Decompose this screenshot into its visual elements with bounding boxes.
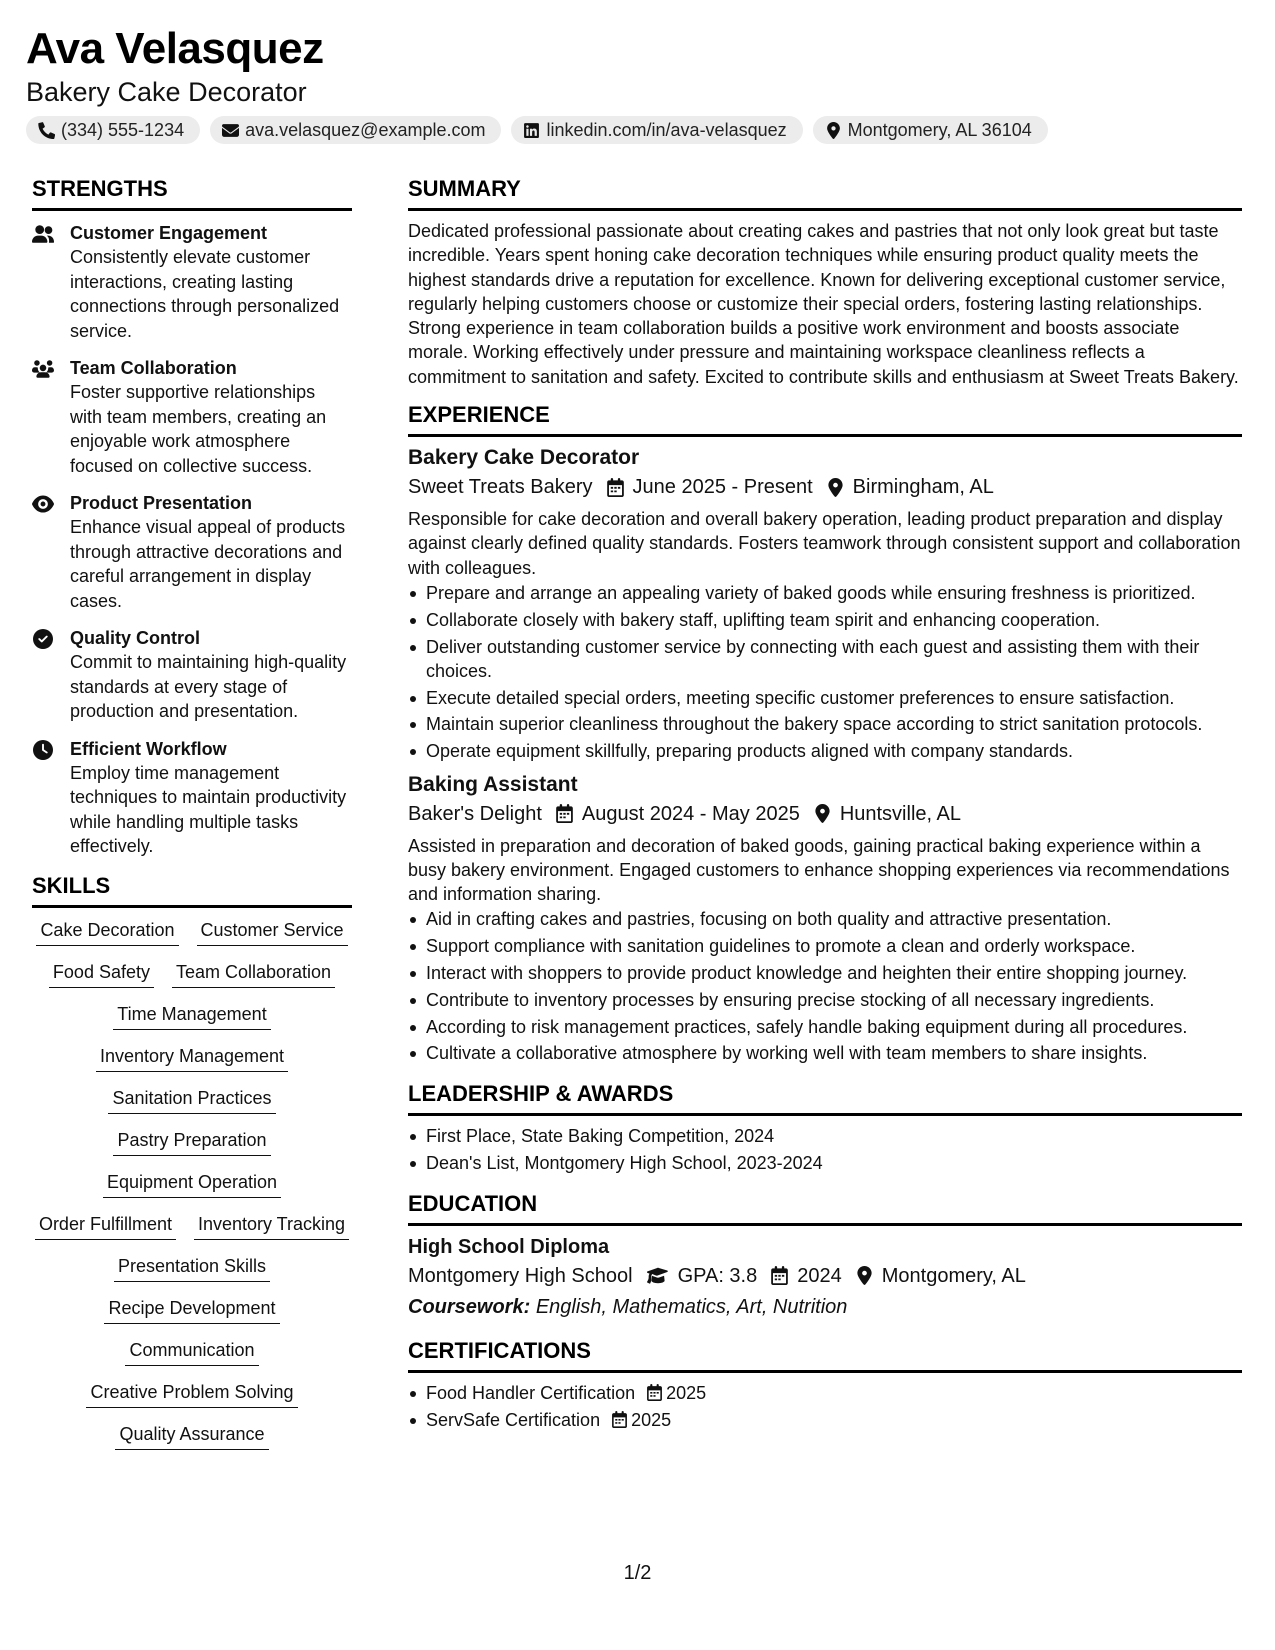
experience-heading: EXPERIENCE	[408, 401, 1242, 437]
strength-item	[32, 221, 352, 343]
job-bullets	[408, 907, 1242, 1065]
job-dates: June 2025 - Present	[632, 476, 813, 499]
job-title: Bakery Cake Decorator	[408, 446, 640, 470]
strength-item	[32, 737, 352, 859]
strength-desc: Employ time management techniques to maintain productivity while handling multiple tasks effectively.	[70, 762, 347, 856]
skill-tag: Creative Problem Solving	[86, 1380, 297, 1408]
strength-title: Team Collaboration	[70, 358, 237, 378]
education-year: 2024	[797, 1264, 842, 1287]
job-description: Responsible for cake decoration and overall bakery operation, leading product preparation and display against clearly defined quality standards. Fosters teamwork through consistent support and collaboration with colleagues.	[408, 509, 1241, 578]
award-item: Dean's List, Montgomery High School, 2023-2024	[408, 1151, 1242, 1175]
award-item: First Place, State Baking Competition, 2024	[408, 1124, 1242, 1148]
linkedin-icon	[523, 122, 540, 139]
education-gpa: GPA: 3.8	[677, 1264, 758, 1287]
education-degree: High School Diploma	[408, 1235, 610, 1258]
certifications-list	[408, 1381, 1242, 1432]
job-location: Huntsville, AL	[839, 802, 961, 825]
job-bullet: Interact with shoppers to provide product knowledge and heighten their entire shopping journey.	[408, 961, 1242, 985]
education-location: Montgomery, AL	[881, 1264, 1026, 1287]
job-bullet: Collaborate closely with bakery staff, uplifting team spirit and enhancing cooperation.	[408, 608, 1242, 632]
skill-tag: Order Fulfillment	[35, 1212, 176, 1240]
left-column	[32, 175, 352, 1464]
contact-linkedin[interactable]	[511, 116, 802, 144]
job-dates: August 2024 - May 2025	[581, 802, 800, 825]
job-bullet: Aid in crafting cakes and pastries, focusing on both quality and attractive presentation.	[408, 907, 1242, 931]
envelope-icon	[222, 122, 239, 139]
strength-title: Efficient Workflow	[70, 738, 227, 759]
strengths-heading: STRENGTHS	[32, 175, 352, 211]
contact-email-text: ava.velasquez@example.com	[245, 119, 486, 140]
skill-tag: Food Safety	[49, 960, 154, 988]
skill-tag: Communication	[125, 1338, 258, 1366]
job-bullet: Operate equipment skillfully, preparing products aligned with company standards.	[408, 739, 1242, 763]
skills-list	[32, 918, 352, 1464]
right-column	[408, 175, 1242, 1434]
contact-phone[interactable]	[26, 116, 200, 144]
skill-tag: Equipment Operation	[103, 1170, 281, 1198]
check-circle-icon	[32, 629, 54, 649]
strength-title: Customer Engagement	[70, 223, 268, 243]
skill-tag: Recipe Development	[104, 1296, 279, 1324]
skill-tag: Presentation Skills	[114, 1254, 270, 1282]
job-entry	[408, 444, 1242, 763]
job-description: Assisted in preparation and decoration of baked goods, gaining practical baking experience within a busy bakery environment. Engaged customers to enhance shopping experiences via recommendations and information sharing.	[408, 835, 1230, 905]
clock-icon	[32, 740, 54, 760]
job-meta	[408, 799, 1242, 829]
awards-heading: LEADERSHIP & AWARDS	[408, 1080, 1242, 1116]
job-meta	[408, 472, 1242, 502]
job-bullet: According to risk management practices, safely handle baking equipment during all procedures.	[408, 1015, 1242, 1039]
strength-item	[32, 626, 352, 724]
education-entry	[408, 1233, 1242, 1321]
candidate-title: Bakery Cake Decorator	[26, 77, 307, 107]
strength-desc: Consistently elevate customer interactions, creating lasting connections through personalized service.	[70, 247, 340, 341]
job-company: Sweet Treats Bakery	[408, 476, 593, 499]
job-bullet: Execute detailed special orders, meeting specific customer preferences to ensure satisfaction.	[408, 686, 1242, 710]
certification-name: Food Handler Certification	[426, 1382, 636, 1403]
job-title: Baking Assistant	[408, 772, 578, 796]
map-pin-icon	[827, 478, 844, 497]
coursework-text: English, Mathematics, Art, Nutrition	[535, 1295, 848, 1318]
skill-tag: Inventory Management	[96, 1044, 288, 1072]
certification-year: 2025	[666, 1382, 707, 1403]
job-bullet: Deliver outstanding customer service by connecting with each guest and assisting them with their choices.	[408, 635, 1242, 684]
strength-desc: Foster supportive relationships with team members, creating an enjoyable work atmosphere focused on collective success.	[70, 382, 327, 476]
contact-linkedin-text: linkedin.com/in/ava-velasquez	[546, 119, 787, 140]
education-heading: EDUCATION	[408, 1190, 1242, 1226]
users-group-icon	[32, 359, 54, 379]
skill-tag: Quality Assurance	[115, 1422, 268, 1450]
strength-desc: Commit to maintaining high-quality standards at every stage of production and presentation.	[70, 652, 347, 721]
contact-location-text: Montgomery, AL 36104	[847, 119, 1032, 140]
contact-phone-text: (334) 555-1234	[61, 119, 185, 140]
education-meta	[408, 1261, 1242, 1291]
graduation-cap-icon	[647, 1266, 669, 1285]
resume-header	[26, 24, 1256, 144]
job-bullets	[408, 581, 1242, 764]
strength-item	[32, 356, 352, 478]
summary-text: Dedicated professional passionate about creating cakes and pastries that not only look great but taste incredible. Years spent honing cake decoration techniques while ensuring product quality meets the highest standards drive a reputation for excellence. Known for delivering exceptional customer service, regularly helping customers choose or customize their special orders, fostering lasting relationships. Strong experience in team collaboration builds a positive work environment and boosts associate morale. Working effectively under pressure and maintaining workspace cleanliness reflects a commitment to sanitation and safety. Excited to contribute skills and enthusiasm at Sweet Treats Bakery.	[408, 221, 1239, 387]
user-pair-icon	[32, 224, 54, 244]
strengths-list	[32, 221, 352, 859]
calendar-icon	[771, 1266, 788, 1285]
map-pin-icon	[814, 804, 831, 823]
awards-list	[408, 1124, 1242, 1175]
education-school: Montgomery High School	[408, 1264, 633, 1287]
strength-title: Product Presentation	[70, 493, 253, 513]
job-bullet: Maintain superior cleanliness throughout the bakery space according to strict sanitation protocols.	[408, 712, 1242, 736]
job-company: Baker's Delight	[408, 802, 542, 825]
calendar-icon	[647, 1384, 662, 1401]
calendar-icon	[607, 478, 624, 497]
candidate-name: Ava Velasquez	[26, 24, 324, 73]
job-bullet: Cultivate a collaborative atmosphere by working well with team members to share insights.	[408, 1041, 1242, 1065]
job-bullet: Support compliance with sanitation guidelines to promote a clean and orderly workspace.	[408, 934, 1242, 958]
certification-name: ServSafe Certification	[426, 1409, 601, 1430]
strength-item	[32, 491, 352, 613]
job-bullet: Contribute to inventory processes by ensuring precise stocking of all necessary ingredients.	[408, 988, 1242, 1012]
certification-year: 2025	[631, 1409, 672, 1430]
map-pin-icon	[825, 122, 842, 139]
coursework-label: Coursework:	[408, 1295, 531, 1318]
contact-bar	[26, 116, 1256, 144]
strength-title: Quality Control	[70, 628, 200, 648]
strength-desc: Enhance visual appeal of products through attractive decorations and careful arrangement in display cases.	[70, 517, 346, 611]
skill-tag: Time Management	[113, 1002, 270, 1030]
certification-item	[408, 1381, 1242, 1405]
contact-location	[813, 116, 1048, 144]
skill-tag: Sanitation Practices	[108, 1086, 275, 1114]
summary-heading: SUMMARY	[408, 175, 1242, 211]
skill-tag: Team Collaboration	[172, 960, 335, 988]
skill-tag: Inventory Tracking	[194, 1212, 349, 1240]
certification-item	[408, 1408, 1242, 1432]
calendar-icon	[612, 1411, 627, 1428]
skill-tag: Pastry Preparation	[113, 1128, 270, 1156]
job-bullet: Prepare and arrange an appealing variety of baked goods while ensuring freshness is prioritized.	[408, 581, 1242, 605]
skill-tag: Customer Service	[197, 918, 348, 946]
skill-tag: Cake Decoration	[36, 918, 178, 946]
education-coursework	[408, 1293, 1242, 1321]
calendar-icon	[556, 804, 573, 823]
contact-email[interactable]	[210, 116, 501, 144]
map-pin-icon	[856, 1266, 873, 1285]
job-entry	[408, 771, 1242, 1066]
eye-icon	[32, 494, 54, 514]
page-indicator: 1/2	[623, 1562, 652, 1584]
job-location: Birmingham, AL	[852, 476, 994, 499]
certifications-heading: CERTIFICATIONS	[408, 1337, 1242, 1373]
skills-heading: SKILLS	[32, 872, 352, 908]
phone-icon	[38, 122, 55, 139]
